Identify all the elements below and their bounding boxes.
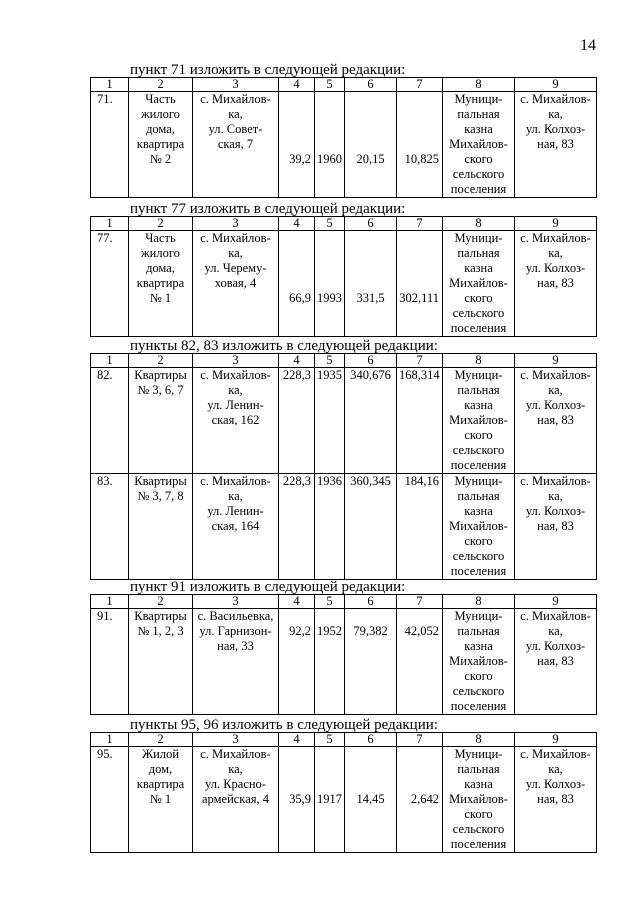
- header-cell: 6: [345, 595, 397, 609]
- header-cell: 7: [397, 78, 443, 92]
- header-cell: 2: [129, 78, 193, 92]
- year-value: 1935: [315, 368, 345, 474]
- table-row: [91, 474, 597, 580]
- header-row: [91, 78, 597, 92]
- holder-address: с. Михайлов- ка, ул. Колхоз- ная, 83: [515, 92, 597, 198]
- area-value: 39,2: [279, 92, 315, 198]
- residual-value: 42,052: [397, 609, 443, 715]
- residual-value: 168,314: [397, 368, 443, 474]
- header-cell: 2: [129, 733, 193, 747]
- object-address: с. Михайлов- ка, ул. Ленин- ская, 164: [193, 474, 279, 580]
- section-title: пункт 91 изложить в следующей редакции:: [130, 579, 406, 595]
- object-name: Жилой дом, квартира № 1: [129, 747, 193, 853]
- section-title: пункт 77 изложить в следующей редакции:: [130, 201, 406, 217]
- property-table: [90, 77, 597, 198]
- header-cell: 3: [193, 595, 279, 609]
- owner: Муници- пальная казна Михайлов- ского сельского поселения: [443, 747, 515, 853]
- section-title: пункты 82, 83 изложить в следующей редакции:: [130, 338, 438, 354]
- header-cell: 9: [515, 733, 597, 747]
- header-cell: 5: [315, 217, 345, 231]
- book-value: 14,45: [345, 747, 397, 853]
- year-value: 1917: [315, 747, 345, 853]
- header-cell: 6: [345, 217, 397, 231]
- header-row: [91, 733, 597, 747]
- header-cell: 1: [91, 733, 129, 747]
- header-cell: 9: [515, 78, 597, 92]
- object-name: Часть жилого дома, квартира № 1: [129, 231, 193, 337]
- header-cell: 6: [345, 78, 397, 92]
- object-address: с. Михайлов- ка, ул. Красно- армейская, 4: [193, 747, 279, 853]
- year-value: 1952: [315, 609, 345, 715]
- book-value: 360,345: [345, 474, 397, 580]
- header-cell: 1: [91, 217, 129, 231]
- header-cell: 4: [279, 354, 315, 368]
- owner: Муници- пальная казна Михайлов- ского сельского поселения: [443, 368, 515, 474]
- header-cell: 2: [129, 217, 193, 231]
- book-value: 20,15: [345, 92, 397, 198]
- area-value: 66,9: [279, 231, 315, 337]
- header-row: [91, 595, 597, 609]
- area-value: 92,2: [279, 609, 315, 715]
- header-row: [91, 354, 597, 368]
- residual-value: 302,111: [397, 231, 443, 337]
- year-value: 1993: [315, 231, 345, 337]
- year-value: 1960: [315, 92, 345, 198]
- row-number: 82.: [91, 368, 129, 474]
- header-cell: 3: [193, 217, 279, 231]
- object-address: с. Михайлов- ка, ул. Совет- ская, 7: [193, 92, 279, 198]
- section-title: пункт 71 изложить в следующей редакции:: [130, 62, 406, 78]
- book-value: 340,676: [345, 368, 397, 474]
- header-cell: 9: [515, 595, 597, 609]
- property-table: [90, 216, 597, 337]
- page-number: 14: [580, 37, 596, 54]
- header-cell: 6: [345, 354, 397, 368]
- residual-value: 184,16: [397, 474, 443, 580]
- table-row: [91, 231, 597, 337]
- object-name: Квартиры № 1, 2, 3: [129, 609, 193, 715]
- header-cell: 2: [129, 354, 193, 368]
- area-value: 228,3: [279, 474, 315, 580]
- header-cell: 7: [397, 595, 443, 609]
- book-value: 331,5: [345, 231, 397, 337]
- header-cell: 3: [193, 733, 279, 747]
- header-cell: 1: [91, 78, 129, 92]
- header-cell: 4: [279, 78, 315, 92]
- owner: Муници- пальная казна Михайлов- ского сельского поселения: [443, 231, 515, 337]
- holder-address: с. Михайлов- ка, ул. Колхоз- ная, 83: [515, 474, 597, 580]
- header-cell: 4: [279, 595, 315, 609]
- header-cell: 3: [193, 354, 279, 368]
- header-cell: 5: [315, 354, 345, 368]
- area-value: 35,9: [279, 747, 315, 853]
- header-row: [91, 217, 597, 231]
- header-cell: 1: [91, 595, 129, 609]
- holder-address: с. Михайлов- ка, ул. Колхоз- ная, 83: [515, 368, 597, 474]
- property-table: [90, 353, 597, 580]
- header-cell: 8: [443, 78, 515, 92]
- header-cell: 1: [91, 354, 129, 368]
- year-value: 1936: [315, 474, 345, 580]
- object-name: Квартиры № 3, 7, 8: [129, 474, 193, 580]
- object-address: с. Михайлов- ка, ул. Ленин- ская, 162: [193, 368, 279, 474]
- owner: Муници- пальная казна Михайлов- ского сельского поселения: [443, 609, 515, 715]
- owner: Муници- пальная казна Михайлов- ского сельского поселения: [443, 474, 515, 580]
- header-cell: 9: [515, 354, 597, 368]
- holder-address: с. Михайлов- ка, ул. Колхоз- ная, 83: [515, 609, 597, 715]
- owner: Муници- пальная казна Михайлов- ского сельского поселения: [443, 92, 515, 198]
- holder-address: с. Михайлов- ка, ул. Колхоз- ная, 83: [515, 747, 597, 853]
- table-row: [91, 747, 597, 853]
- header-cell: 7: [397, 733, 443, 747]
- header-cell: 5: [315, 595, 345, 609]
- header-cell: 9: [515, 217, 597, 231]
- table-row: [91, 368, 597, 474]
- holder-address: с. Михайлов- ка, ул. Колхоз- ная, 83: [515, 231, 597, 337]
- header-cell: 7: [397, 354, 443, 368]
- row-number: 95.: [91, 747, 129, 853]
- area-value: 228,3: [279, 368, 315, 474]
- residual-value: 10,825: [397, 92, 443, 198]
- header-cell: 8: [443, 595, 515, 609]
- row-number: 71.: [91, 92, 129, 198]
- book-value: 79,382: [345, 609, 397, 715]
- row-number: 83.: [91, 474, 129, 580]
- header-cell: 5: [315, 78, 345, 92]
- residual-value: 2,642: [397, 747, 443, 853]
- header-cell: 4: [279, 733, 315, 747]
- header-cell: 8: [443, 354, 515, 368]
- header-cell: 6: [345, 733, 397, 747]
- header-cell: 2: [129, 595, 193, 609]
- header-cell: 3: [193, 78, 279, 92]
- header-cell: 8: [443, 733, 515, 747]
- row-number: 77.: [91, 231, 129, 337]
- row-number: 91.: [91, 609, 129, 715]
- header-cell: 8: [443, 217, 515, 231]
- header-cell: 7: [397, 217, 443, 231]
- object-address: с. Михайлов- ка, ул. Черему- ховая, 4: [193, 231, 279, 337]
- table-row: [91, 92, 597, 198]
- section-title: пункты 95, 96 изложить в следующей редакции:: [130, 717, 438, 733]
- object-address: с. Васильевка, ул. Гарнизон- ная, 33: [193, 609, 279, 715]
- header-cell: 5: [315, 733, 345, 747]
- object-name: Часть жилого дома, квартира № 2: [129, 92, 193, 198]
- property-table: [90, 594, 597, 715]
- table-row: [91, 609, 597, 715]
- header-cell: 4: [279, 217, 315, 231]
- property-table: [90, 732, 597, 853]
- object-name: Квартиры № 3, 6, 7: [129, 368, 193, 474]
